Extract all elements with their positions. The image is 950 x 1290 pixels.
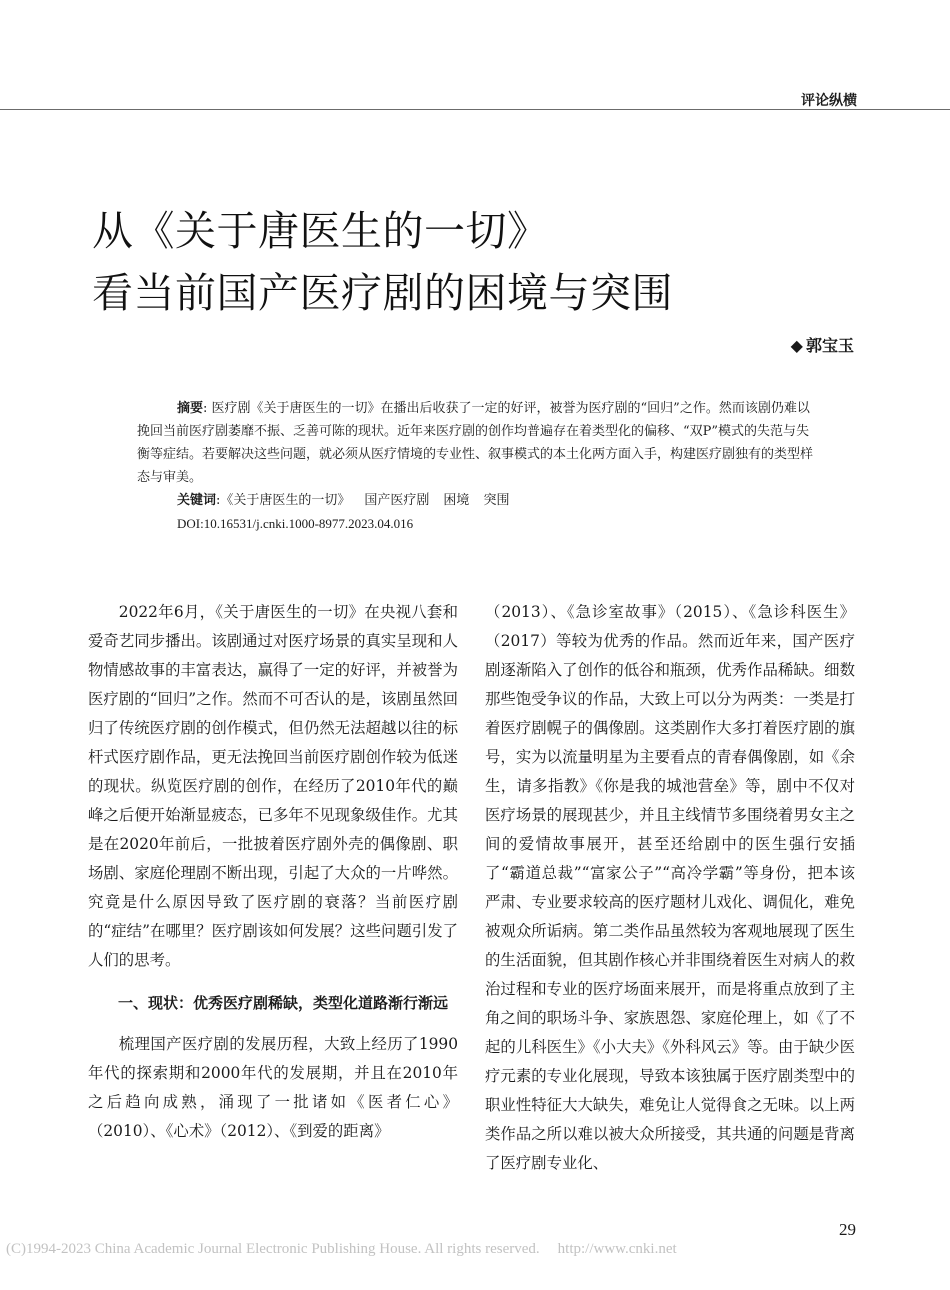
abstract <box>137 397 822 489</box>
section-heading: 一、现状：优秀医疗剧稀缺，类型化道路渐行渐远 <box>118 994 449 1012</box>
body-paragraph: 2022年6月，《关于唐医生的一切》在央视八套和爱奇艺同步播出。该剧通过对医疗场景的真实呈现和人物情感故事的丰富表达，赢得了一定的好评，并被誉为医疗剧的“回归”之作。然而不可否认的是，该剧虽然回归了传统医疗剧的创作模式，但仍然无法超越以往的标杆式医疗剧作品，更无法挽回当前医疗剧创作较为低迷的现状。纵览医疗剧的创作，在经历了2010年代的巅峰之后便开始渐显疲态，已多年不见现象级佳作。尤其是在2020年前后，一批披着医疗剧外壳的偶像剧、职场剧、家庭伦理剧不断出现，引起了大众的一片哗然。究竟是什么原因导致了医疗剧的衰落？当前医疗剧的“症结”在哪里？医疗剧该如何发展？这些问题引发了人们的思考。 <box>88 603 458 969</box>
keyword: :《关于唐医生的一切》 <box>216 493 351 508</box>
doi: DOI:10.16531/j.cnki.1000-8977.2023.04.016 <box>177 516 414 531</box>
keywords-line <box>137 489 822 512</box>
body-paragraph: （2013）、《急诊室故事》（2015）、《急诊科医生》（2017）等较为优秀的作品。然而近年来，国产医疗剧逐渐陷入了创作的低谷和瓶颈，优秀作品稀缺。细数那些饱受争议的作品，大致上可以分为两类：一类是打着医疗剧幌子的偶像剧。这类剧作大多打着医疗剧的旗号，实为以流量明星为主要看点的青春偶像剧，如《余生，请多指教》《你是我的城池营垒》等，剧中不仅对医疗场景的展现甚少，并且主线情节多围绕着男女主之间的爱情故事展开，甚至还给剧中的医生强行安插了“霸道总裁”“富家公子”“高冷学霸”等身份，把本该严肃、专业要求较高的医疗题材儿戏化、调侃化，难免被观众所诟病。第二类作品虽然较为客观地展现了医生的生活面貌，但其剧作核心并非围绕着医生对病人的救治过程和专业的医疗场面来展开，而是将重点放到了主角之间的职场斗争、家族恩怨、家庭伦理上，如《了不起的儿科医生》《小大夫》《外科风云》等。由于缺少医疗元素的专业化展现，导致本该独属于医疗剧类型中的职业性特征大大缺失，难免让人觉得食之无味。以上两类作品之所以难以被大众所接受，其共通的问题是背离了医疗剧专业化、 <box>485 603 855 1172</box>
body-column-left <box>88 598 458 1146</box>
page-number: 29 <box>839 1220 856 1239</box>
copyright-text: (C)1994-2023 China Academic Journal Electronic Publishing House. All rights reserved. <box>6 1241 540 1257</box>
article-title-line-2: 看当前国产医疗剧的困境与突围 <box>92 269 673 317</box>
article-title-line-1: 从《关于唐医生的一切》 <box>92 207 549 255</box>
body-paragraph: 梳理国产医疗剧的发展历程，大致上经历了1990年代的探索期和2000年代的发展期，并且在2010年之后趋向成熟，涌现了一批诸如《医者仁心》（2010）、《心术》（2012）、《到爱的距离》 <box>88 1035 458 1140</box>
keyword: 困境 <box>443 493 470 508</box>
cnki-url: http://www.cnki.net <box>557 1241 677 1257</box>
copyright-watermark <box>6 1241 677 1258</box>
abstract-label: 摘要 <box>177 401 204 416</box>
keyword: 突围 <box>483 493 510 508</box>
body-column-right <box>485 598 855 1178</box>
column-label: 评论纵横 <box>801 93 857 109</box>
diamond-icon: ◆ <box>790 336 803 355</box>
keyword: 国产医疗剧 <box>364 493 430 508</box>
abstract-text: : 医疗剧《关于唐医生的一切》在播出后收获了一定的好评，被誉为医疗剧的“回归”之作。然而该剧仍难以挽回当前医疗剧萎靡不振、乏善可陈的现状。近年来医疗剧的创作均普遍存在着类型化的偏移、“双P”模式的失范与失衡等症结。若要解决这些问题，就必须从医疗情境的专业性、叙事模式的本土化两方面入手，构建医疗剧独有的类型样态与审美。 <box>137 401 814 485</box>
author-byline <box>791 333 854 356</box>
keywords-label: 关键词 <box>177 493 217 508</box>
abstract-block <box>137 397 822 535</box>
author-name: 郭宝玉 <box>805 336 854 355</box>
